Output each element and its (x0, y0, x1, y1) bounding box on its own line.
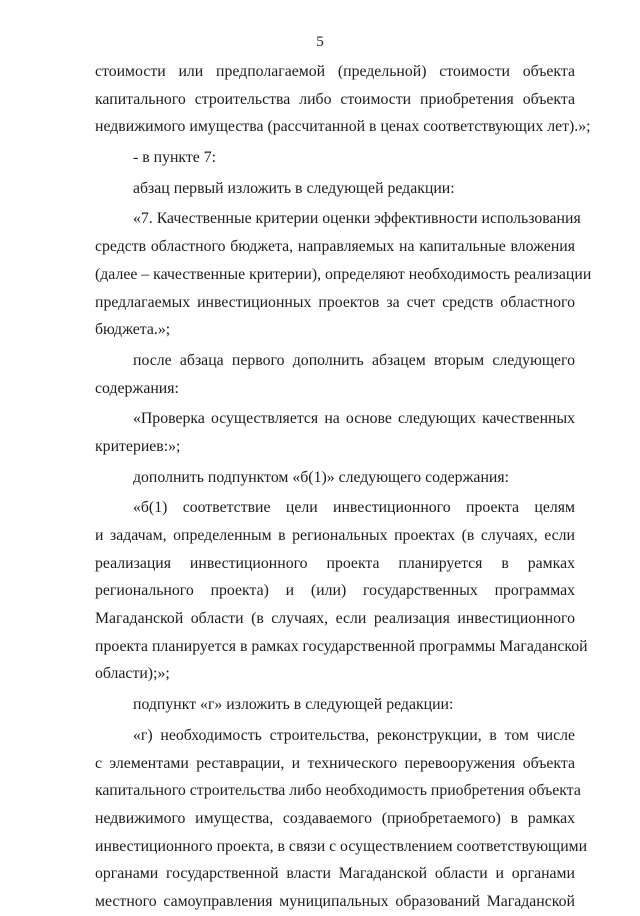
text-line: реализация инвестиционного проекта планируется в рамках (95, 554, 575, 572)
text-line: органами государственной власти Магаданской области и органами (95, 865, 575, 883)
text-line: недвижимого имущества, создаваемого (приобретаемого) в рамках (95, 809, 575, 827)
text-line: «Проверка осуществляется на основе следующих качественных (133, 410, 575, 428)
text-line: капитального строительства либо стоимости приобретения объекта (95, 90, 575, 108)
text-line: дополнить подпунктом «б(1)» следующего содержания: (133, 468, 510, 486)
text-line: стоимости или предполагаемой (предельной) стоимости объекта (95, 63, 575, 80)
text-line: (далее – качественные критерии), определяют необходимость реализации (95, 265, 592, 283)
text-line: недвижимого имущества (рассчитанной в ценах соответствующих лет).»; (95, 118, 591, 136)
text-line: проекта планируется в рамках государственной программы Магаданской (95, 637, 588, 655)
text-line: «г) необходимость строительства, реконструкции, в том числе (133, 726, 575, 744)
text-line: области);»; (95, 665, 170, 683)
text-line: критериев:»; (95, 437, 181, 455)
text-line: капитального строительства либо необходимость приобретения объекта (95, 782, 581, 800)
text-line: регионального проекта) и (или) государственных программах (95, 582, 575, 600)
text-line: абзац первый изложить в следующей редакции: (133, 179, 455, 197)
text-line: Магаданской области (в случаях, если реализация инвестиционного (95, 610, 575, 628)
text-line: инвестиционного проекта, в связи с осуществлением соответствующими (95, 837, 588, 855)
text-line: после абзаца первого дополнить абзацем вторым следующего (133, 351, 575, 369)
text-line: подпункт «г» изложить в следующей редакции: (133, 696, 454, 714)
text-line: с элементами реставрации, и технического перевооружения объекта (95, 754, 575, 772)
text-line: «б(1) соответствие цели инвестиционного проекта целям (133, 499, 575, 517)
text-line: бюджета.»; (95, 321, 171, 339)
text-line: предлагаемых инвестиционных проектов за счет средств областного (95, 293, 575, 311)
text-line: средств областного бюджета, направляемых на капитальные вложения (95, 238, 575, 256)
text-line: - в пункте 7: (133, 149, 217, 167)
text-line: и задачам, определенным в региональных проектах (в случаях, если (95, 527, 575, 544)
text-line: содержания: (95, 379, 179, 397)
text-line: «7. Качественные критерии оценки эффективности использования (133, 210, 581, 228)
page-number: 5 (316, 34, 324, 50)
text-line: местного самоуправления муниципальных образований Магаданской (95, 892, 575, 910)
document-body (95, 58, 592, 916)
